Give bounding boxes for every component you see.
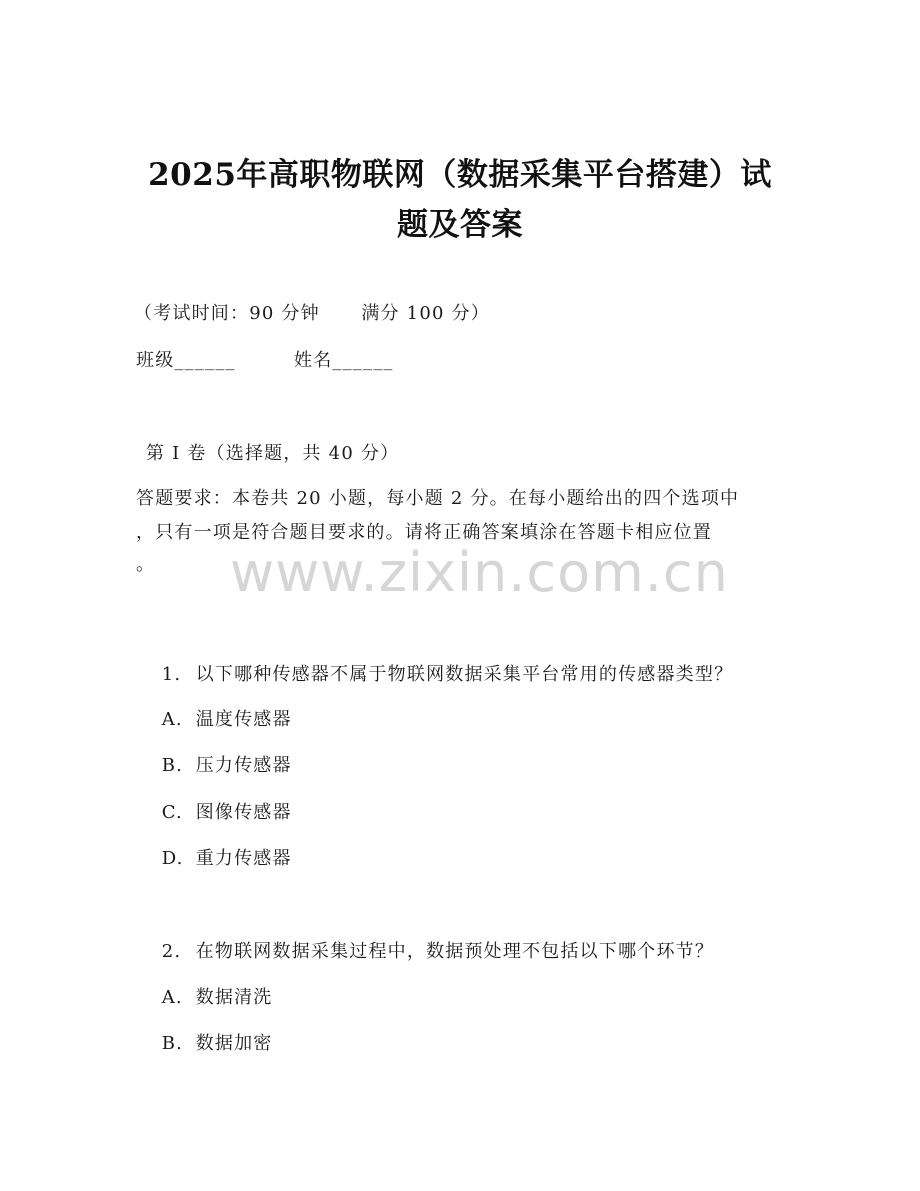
option-letter: D. bbox=[161, 848, 184, 869]
instructions-line-1: 答题要求：本卷共 20 小题，每小题 2 分。在每小题给出的四个选项中 bbox=[136, 488, 740, 509]
name-field-label: 姓名______ bbox=[294, 350, 394, 371]
option-text: 数据清洗 bbox=[195, 987, 273, 1008]
option-letter: B. bbox=[161, 755, 184, 776]
question-text: 在物联网数据采集过程中，数据预处理不包括以下哪个环节？ bbox=[195, 941, 715, 962]
option-letter: B. bbox=[161, 1033, 184, 1054]
watermark: www.zixin.com.cn bbox=[230, 541, 729, 604]
question-number: 1. bbox=[161, 664, 182, 685]
option-letter: C. bbox=[161, 802, 183, 823]
class-field-label: 班级______ bbox=[136, 350, 236, 371]
exam-info: （考试时间：90 分钟 满分 100 分） bbox=[134, 303, 490, 324]
question-text: 以下哪种传感器不属于物联网数据采集平台常用的传感器类型？ bbox=[195, 664, 734, 685]
instructions-line-3: 。 bbox=[136, 554, 156, 575]
document-title-line-2: 题及答案 bbox=[397, 207, 523, 243]
option-letter: A. bbox=[161, 987, 183, 1008]
question-number: 2. bbox=[161, 941, 182, 962]
section-heading: 第 I 卷（选择题，共 40 分） bbox=[146, 443, 400, 464]
option-text: 温度传感器 bbox=[195, 709, 292, 730]
option-text: 压力传感器 bbox=[195, 755, 292, 776]
document-title-line-1: 2025年高职物联网（数据采集平台搭建）试 bbox=[148, 157, 772, 193]
option-text: 图像传感器 bbox=[195, 802, 292, 823]
instructions-line-2: ，只有一项是符合题目要求的。请将正确答案填涂在答题卡相应位置 bbox=[136, 522, 712, 543]
question-2-option-b bbox=[134, 1017, 273, 1071]
question-1-option-b bbox=[134, 739, 292, 793]
question-1-option-d bbox=[134, 832, 292, 886]
option-letter: A. bbox=[161, 709, 183, 730]
option-text: 数据加密 bbox=[195, 1033, 273, 1054]
option-text: 重力传感器 bbox=[195, 848, 292, 869]
